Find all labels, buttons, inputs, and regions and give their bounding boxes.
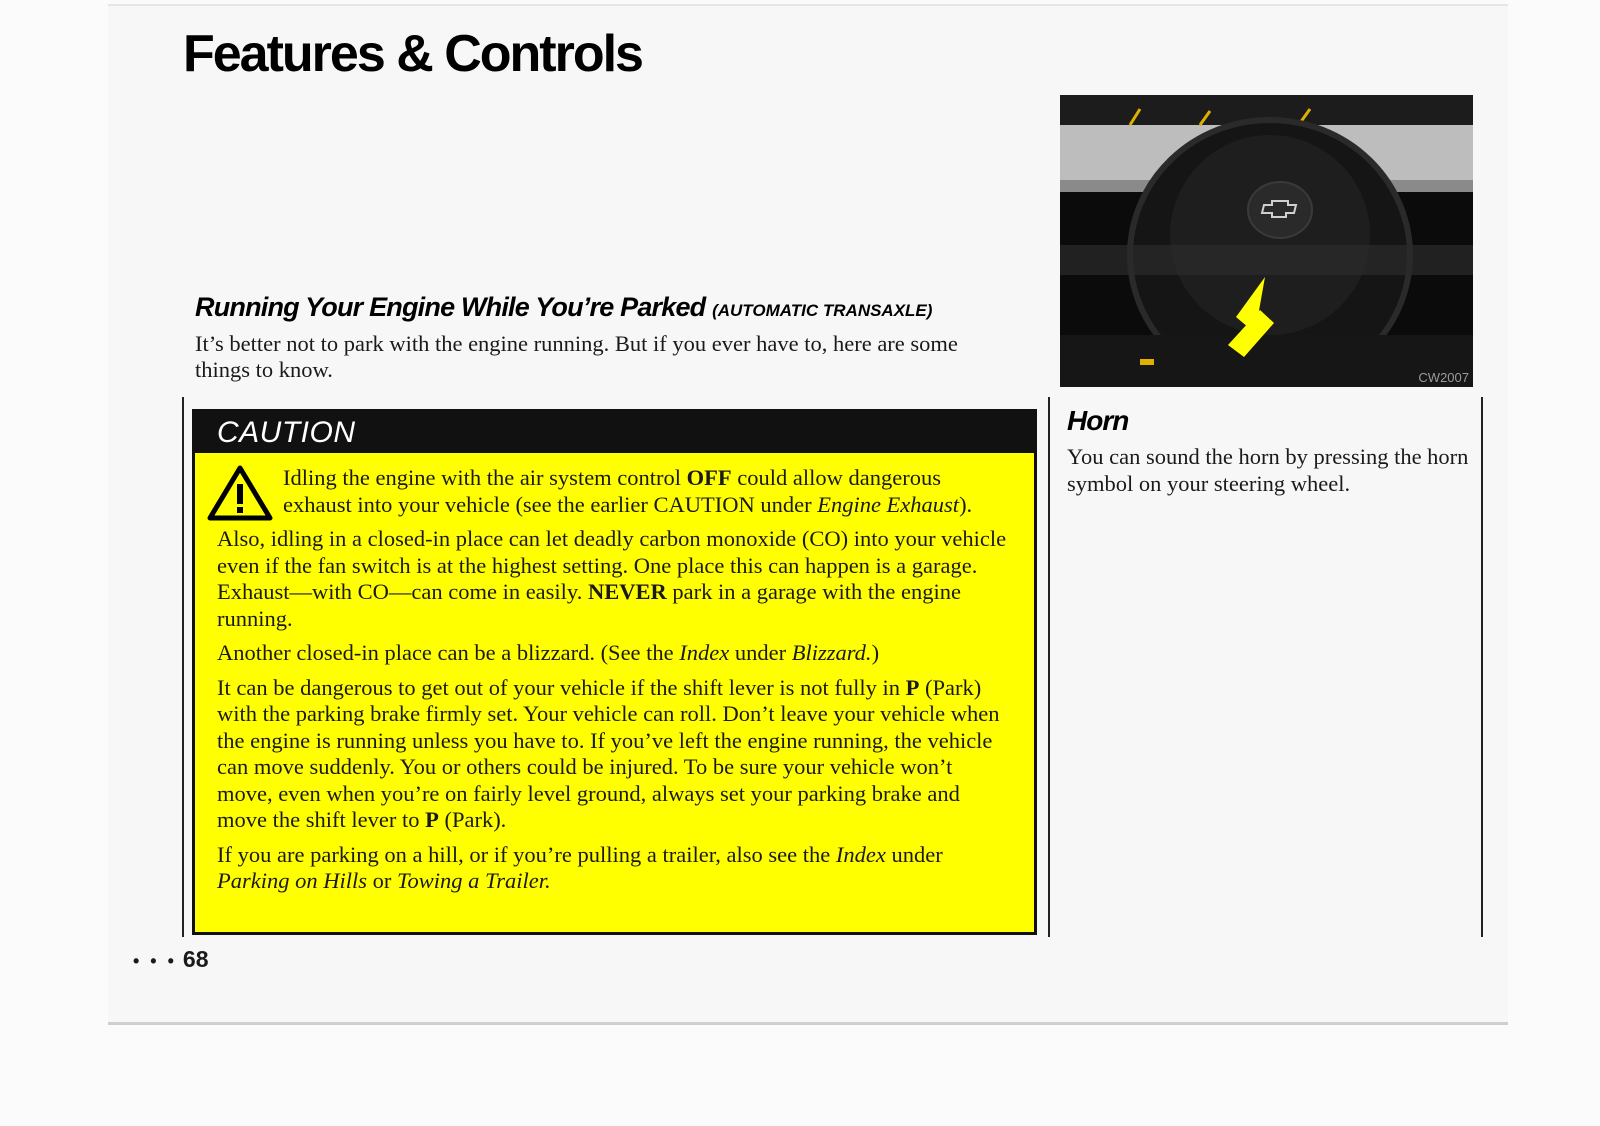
- caution-paragraph-2: [217, 526, 1012, 632]
- caution-p5-ref-1: Parking on Hills: [217, 868, 367, 893]
- caution-box: [192, 409, 1037, 935]
- caution-p4-end: (Park).: [438, 807, 507, 832]
- horn-text: You can sound the horn by pressing the horn symbol on your steering wheel.: [1067, 444, 1469, 496]
- horn-heading: Horn: [1067, 405, 1129, 436]
- caution-p5-under: under: [885, 841, 943, 867]
- page-title: Features & Controls: [183, 25, 642, 83]
- caution-p2-end: park in a garage with the engine running.: [217, 579, 961, 631]
- caution-p3-end: ): [871, 640, 880, 665]
- caution-label: CAUTION: [217, 415, 356, 449]
- caution-p3-ref: Blizzard.: [791, 640, 872, 665]
- right-column-rule: [1481, 397, 1483, 937]
- section-heading: [195, 292, 932, 323]
- caution-p1-end: ).: [959, 491, 973, 517]
- page-number-value: 68: [182, 946, 209, 972]
- caution-p1-ref: Engine Exhaust: [817, 491, 960, 517]
- caution-p1-text: Idling the engine with the air system control: [283, 465, 687, 490]
- page-dots: • • •: [133, 951, 177, 971]
- caution-p3-index: Index: [679, 640, 730, 665]
- caution-paragraph-3: [217, 640, 1012, 667]
- caution-p1-text-2: could allow dangerous exhaust into your vehicle (see the earlier CAUTION under: [283, 465, 941, 517]
- caution-p3-text: Another closed-in place can be a blizzard. (See the: [217, 640, 680, 665]
- caution-p2-never: NEVER: [587, 579, 667, 604]
- caution-p4-text-2: (Park) with the parking brake firmly set. Your vehicle can roll. Don’t leave your vehicle when the engine is running unless you have to. If you’ve left the engine running, the vehicle can move suddenly. You or others could be injured. To be sure your vehicle won’t move, even when you’re on fairly level ground, always set your parking brake and move the shift lever to: [217, 674, 1000, 832]
- caution-p1-off: OFF: [686, 465, 732, 490]
- warning-triangle-icon: [207, 465, 273, 521]
- horn-photo: [1060, 95, 1473, 387]
- caution-p3-under: under: [729, 640, 792, 665]
- section-qualifier: (AUTOMATIC TRANSAXLE): [712, 301, 933, 320]
- caution-p4-text: It can be dangerous to get out of your vehicle if the shift lever is not fully in: [217, 674, 906, 700]
- caution-p5-index: Index: [835, 841, 886, 867]
- caution-p2-text: Also, idling in a closed-in place can let deadly carbon monoxide (CO) into your vehicle even if the fan switch is at the highest setting. One place this can happen is a garage. Exhaust—with CO—can come in easily.: [217, 526, 1007, 604]
- section-intro: It’s better not to park with the engine running. But if you ever have to, here are some things to know.: [195, 331, 958, 382]
- caution-p5-or: or: [367, 868, 397, 893]
- caution-paragraph-4: [217, 675, 1012, 834]
- caution-p4-p-2: P: [425, 807, 439, 832]
- section-heading-text: Running Your Engine While You’re Parked: [195, 292, 706, 322]
- photo-code: CW2007: [1418, 370, 1469, 385]
- page-number: [133, 946, 209, 973]
- left-column-rule: [182, 397, 184, 937]
- steering-wheel-illustration: [1060, 95, 1473, 387]
- caution-p5-ref-2: Towing a Trailer.: [397, 868, 551, 893]
- caution-p5-text: If you are parking on a hill, or if you’re pulling a trailer, also see the: [217, 841, 836, 867]
- caution-header: [195, 412, 1034, 453]
- caution-p4-p: P: [905, 674, 920, 700]
- caution-paragraph-5: [217, 842, 1012, 895]
- middle-column-rule: [1048, 397, 1050, 937]
- caution-paragraph-1: [217, 465, 1012, 518]
- caution-body: [195, 453, 1034, 895]
